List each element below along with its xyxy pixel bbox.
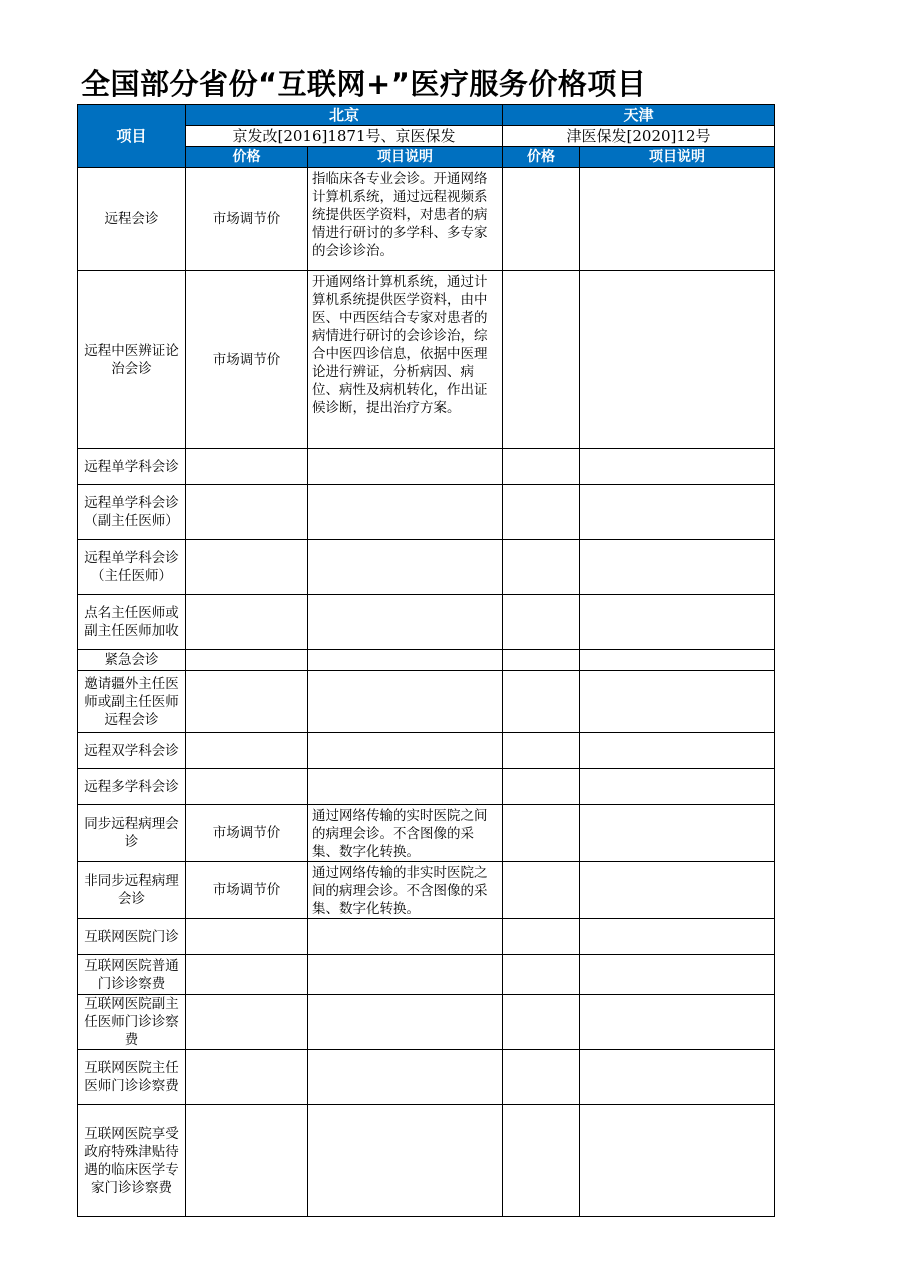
table-row bbox=[78, 1050, 775, 1105]
row-tianjin-desc bbox=[580, 919, 775, 955]
row-tianjin-desc bbox=[580, 650, 775, 671]
table-row bbox=[78, 595, 775, 650]
row-beijing-desc bbox=[308, 449, 503, 485]
table-row bbox=[78, 805, 775, 862]
row-beijing-price bbox=[186, 449, 308, 485]
row-item-name: 远程多学科会诊 bbox=[78, 769, 186, 805]
row-beijing-price bbox=[186, 733, 308, 769]
header-item: 项目 bbox=[78, 105, 186, 168]
row-beijing-desc: 通过网络传输的非实时医院之间的病理会诊。不含图像的采集、数字化转换。 bbox=[308, 862, 503, 919]
row-item-name: 非同步远程病理会诊 bbox=[78, 862, 186, 919]
header-doc-beijing: 京发改[2016]1871号、京医保发 bbox=[186, 126, 503, 147]
table-row bbox=[78, 650, 775, 671]
table-row bbox=[78, 449, 775, 485]
row-tianjin-price bbox=[503, 995, 580, 1050]
page-title: 全国部分省份“互联网+”医疗服务价格项目 bbox=[81, 67, 647, 101]
row-beijing-price bbox=[186, 955, 308, 995]
row-tianjin-desc bbox=[580, 862, 775, 919]
row-beijing-price bbox=[186, 769, 308, 805]
row-beijing-price: 市场调节价 bbox=[186, 805, 308, 862]
row-beijing-price bbox=[186, 485, 308, 540]
row-tianjin-desc bbox=[580, 805, 775, 862]
row-tianjin-desc bbox=[580, 1105, 775, 1217]
row-item-name: 远程中医辨证论治会诊 bbox=[78, 271, 186, 449]
row-beijing-price bbox=[186, 650, 308, 671]
row-item-name: 互联网医院普通门诊诊察费 bbox=[78, 955, 186, 995]
table-row bbox=[78, 955, 775, 995]
row-tianjin-desc bbox=[580, 271, 775, 449]
row-tianjin-desc bbox=[580, 955, 775, 995]
table-row bbox=[78, 995, 775, 1050]
row-item-name: 互联网医院门诊 bbox=[78, 919, 186, 955]
row-tianjin-price bbox=[503, 955, 580, 995]
price-table bbox=[77, 104, 775, 1217]
row-tianjin-price bbox=[503, 919, 580, 955]
row-item-name: 远程单学科会诊（主任医师） bbox=[78, 540, 186, 595]
row-beijing-price bbox=[186, 1050, 308, 1105]
row-item-name: 互联网医院主任医师门诊诊察费 bbox=[78, 1050, 186, 1105]
row-item-name: 紧急会诊 bbox=[78, 650, 186, 671]
header-doc-tianjin: 津医保发[2020]12号 bbox=[503, 126, 775, 147]
row-item-name: 远程双学科会诊 bbox=[78, 733, 186, 769]
row-tianjin-price bbox=[503, 733, 580, 769]
header-price-tianjin: 价格 bbox=[503, 147, 580, 168]
row-tianjin-price bbox=[503, 595, 580, 650]
row-tianjin-desc bbox=[580, 733, 775, 769]
row-beijing-price: 市场调节价 bbox=[186, 168, 308, 271]
row-beijing-desc bbox=[308, 1105, 503, 1217]
header-region-beijing: 北京 bbox=[186, 105, 503, 126]
header-desc-beijing: 项目说明 bbox=[308, 147, 503, 168]
row-beijing-desc bbox=[308, 595, 503, 650]
row-item-name: 同步远程病理会诊 bbox=[78, 805, 186, 862]
row-beijing-desc: 开通网络计算机系统，通过计算机系统提供医学资料，由中医、中西医结合专家对患者的病情进行研讨的会诊诊治，综合中医四诊信息，依据中医理论进行辨证，分析病因、病位、病性及病机转化，作出证候诊断，提出治疗方案。 bbox=[308, 271, 503, 449]
row-tianjin-desc bbox=[580, 168, 775, 271]
row-beijing-desc bbox=[308, 769, 503, 805]
row-beijing-price bbox=[186, 595, 308, 650]
table-row bbox=[78, 862, 775, 919]
row-tianjin-desc bbox=[580, 671, 775, 733]
header-region-tianjin: 天津 bbox=[503, 105, 775, 126]
row-tianjin-price bbox=[503, 1050, 580, 1105]
row-tianjin-price bbox=[503, 862, 580, 919]
header-price-beijing: 价格 bbox=[186, 147, 308, 168]
row-beijing-desc bbox=[308, 995, 503, 1050]
table-row bbox=[78, 671, 775, 733]
row-tianjin-price bbox=[503, 650, 580, 671]
table-row bbox=[78, 919, 775, 955]
table-row bbox=[78, 485, 775, 540]
row-tianjin-price bbox=[503, 805, 580, 862]
row-item-name: 远程会诊 bbox=[78, 168, 186, 271]
row-tianjin-price bbox=[503, 485, 580, 540]
row-tianjin-desc bbox=[580, 769, 775, 805]
row-tianjin-price bbox=[503, 671, 580, 733]
row-item-name: 点名主任医师或副主任医师加收 bbox=[78, 595, 186, 650]
row-beijing-price: 市场调节价 bbox=[186, 271, 308, 449]
row-tianjin-price bbox=[503, 769, 580, 805]
row-beijing-price: 市场调节价 bbox=[186, 862, 308, 919]
row-tianjin-price bbox=[503, 449, 580, 485]
row-item-name: 远程单学科会诊 bbox=[78, 449, 186, 485]
row-tianjin-desc bbox=[580, 540, 775, 595]
row-beijing-desc bbox=[308, 485, 503, 540]
table-row bbox=[78, 168, 775, 271]
table-row bbox=[78, 271, 775, 449]
row-beijing-desc: 指临床各专业会诊。开通网络计算机系统，通过远程视频系统提供医学资料，对患者的病情进行研讨的多学科、多专家的会诊诊治。 bbox=[308, 168, 503, 271]
table-row bbox=[78, 1105, 775, 1217]
table-row bbox=[78, 733, 775, 769]
row-tianjin-desc bbox=[580, 1050, 775, 1105]
row-item-name: 互联网医院副主任医师门诊诊察费 bbox=[78, 995, 186, 1050]
row-beijing-desc bbox=[308, 671, 503, 733]
row-tianjin-desc bbox=[580, 595, 775, 650]
row-tianjin-desc bbox=[580, 449, 775, 485]
row-beijing-desc: 通过网络传输的实时医院之间的病理会诊。不含图像的采集、数字化转换。 bbox=[308, 805, 503, 862]
row-item-name: 邀请疆外主任医师或副主任医师远程会诊 bbox=[78, 671, 186, 733]
row-beijing-desc bbox=[308, 955, 503, 995]
row-tianjin-price bbox=[503, 168, 580, 271]
row-beijing-desc bbox=[308, 1050, 503, 1105]
row-beijing-price bbox=[186, 995, 308, 1050]
table-row bbox=[78, 769, 775, 805]
row-beijing-desc bbox=[308, 919, 503, 955]
row-beijing-desc bbox=[308, 540, 503, 595]
header-desc-tianjin: 项目说明 bbox=[580, 147, 775, 168]
row-beijing-price bbox=[186, 919, 308, 955]
row-item-name: 互联网医院享受政府特殊津贴待遇的临床医学专家门诊诊察费 bbox=[78, 1105, 186, 1217]
row-beijing-desc bbox=[308, 733, 503, 769]
row-tianjin-price bbox=[503, 1105, 580, 1217]
row-beijing-price bbox=[186, 671, 308, 733]
row-item-name: 远程单学科会诊（副主任医师） bbox=[78, 485, 186, 540]
row-beijing-price bbox=[186, 1105, 308, 1217]
row-tianjin-price bbox=[503, 271, 580, 449]
row-tianjin-desc bbox=[580, 995, 775, 1050]
table-row bbox=[78, 540, 775, 595]
row-tianjin-price bbox=[503, 540, 580, 595]
row-beijing-price bbox=[186, 540, 308, 595]
row-beijing-desc bbox=[308, 650, 503, 671]
row-tianjin-desc bbox=[580, 485, 775, 540]
